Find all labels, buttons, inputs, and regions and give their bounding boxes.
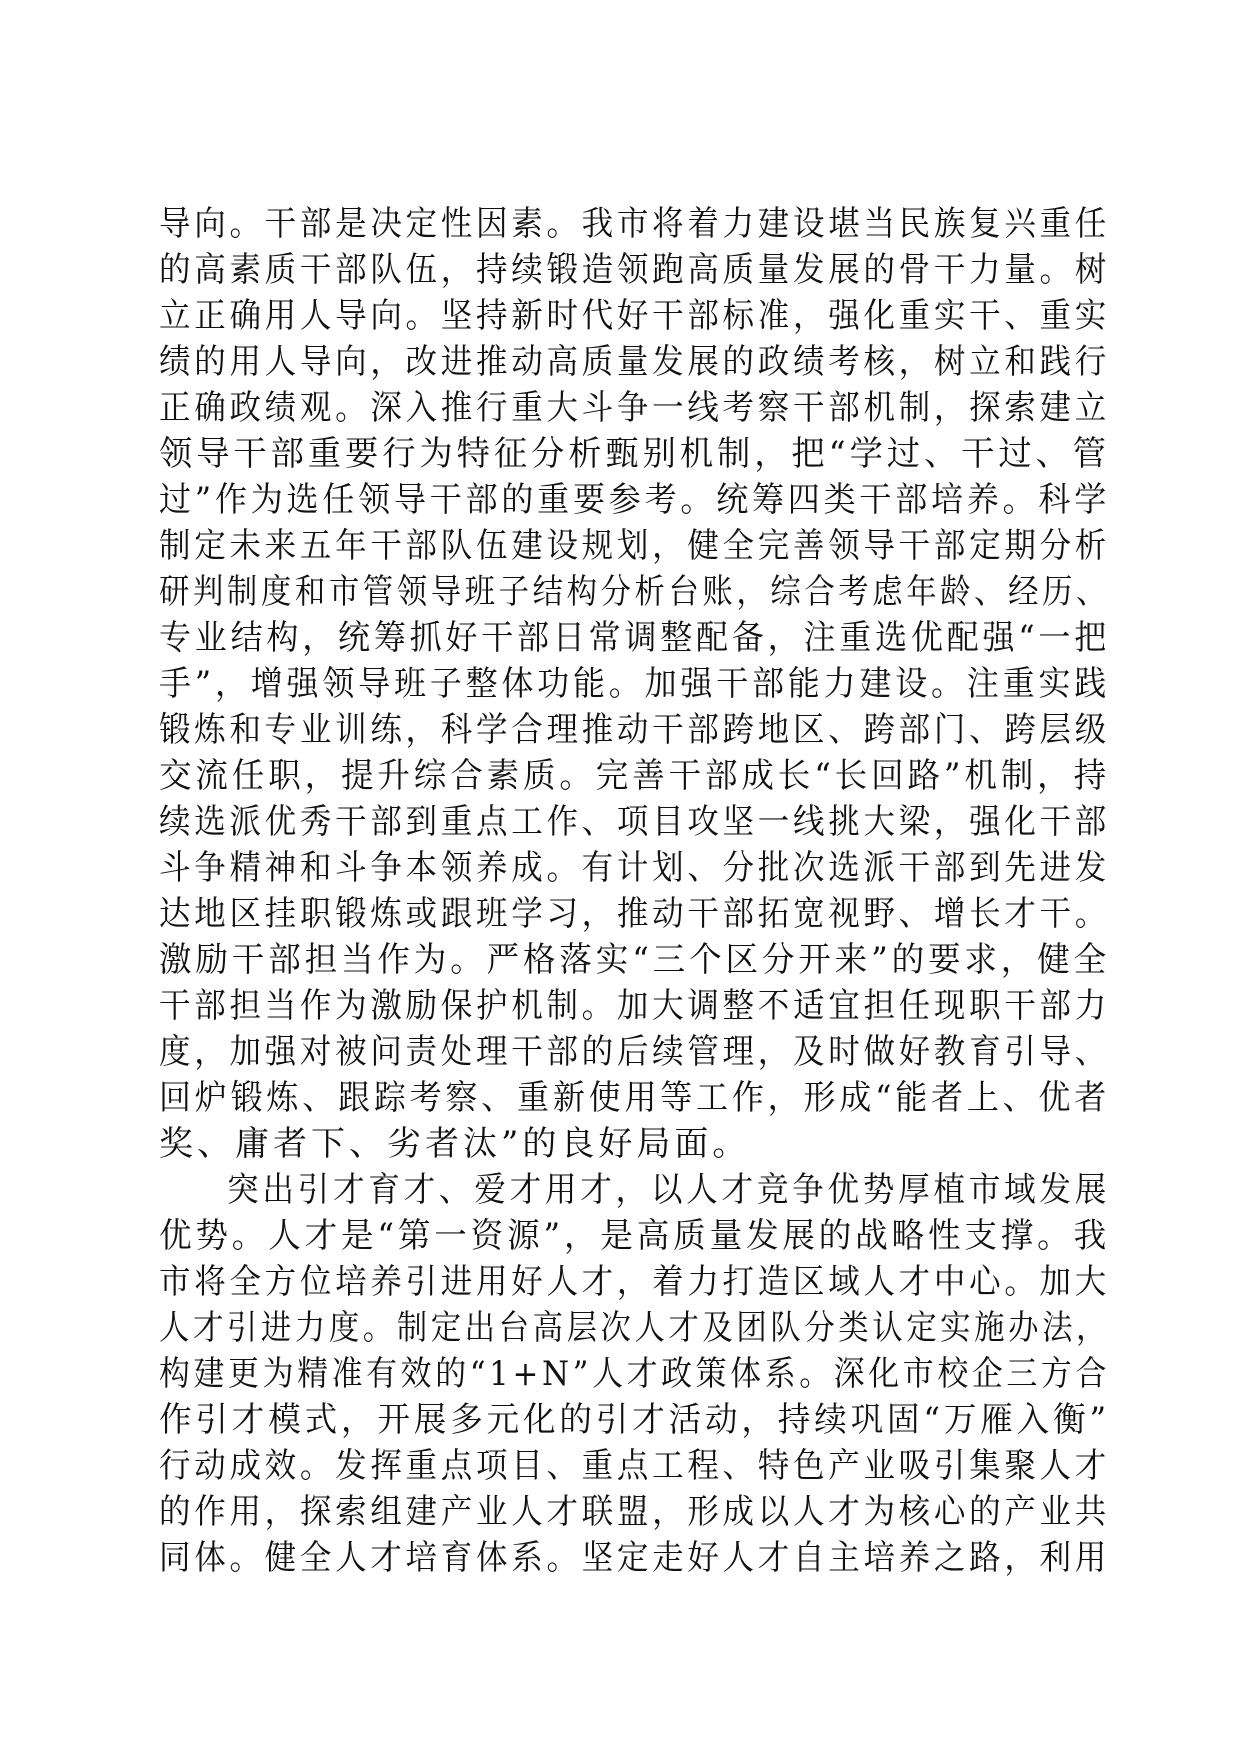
text-line: 锻炼和专业训练，科学合理推动干部跨地区、跨部门、跨层级	[159, 710, 1110, 750]
text-line: 过”作为选任领导干部的重要参考。统筹四类干部培养。科学	[159, 480, 1111, 520]
text-line: 达地区挂职锻炼或跟班学习，推动干部拓宽视野、增长才干。	[159, 894, 1110, 934]
text-line: 的高素质干部队伍，持续锻造领跑高质量发展的骨干力量。树	[159, 250, 1110, 290]
text-line: 作引才模式，开展多元化的引才活动，持续巩固“万雁入衡”	[159, 1400, 1110, 1440]
text-line: 干部担当作为激励保护机制。加大调整不适宜担任现职干部力	[159, 986, 1110, 1026]
text-line: 斗争精神和斗争本领养成。有计划、分批次选派干部到先进发	[159, 848, 1110, 888]
text-line: 回炉锻炼、跟踪考察、重新使用等工作，形成“能者上、优者	[159, 1078, 1111, 1118]
text-line: 研判制度和市管领导班子结构分析台账，综合考虑年龄、经历、	[159, 572, 1111, 612]
text-line: 激励干部担当作为。严格落实“三个区分开来”的要求，健全	[159, 940, 1110, 980]
text-line: 行动成效。发挥重点项目、重点工程、特色产业吸引集聚人才	[159, 1446, 1110, 1486]
text-line: 续选派优秀干部到重点工作、项目攻坚一线挑大梁，强化干部	[159, 802, 1110, 842]
text-line: 奖、庸者下、劣者汰”的良好局面。	[159, 1124, 751, 1164]
text-line: 构建更为精准有效的“1+N”人才政策体系。深化市校企三方合	[159, 1354, 1110, 1394]
text-line: 人才引进力度。制定出台高层次人才及团队分类认定实施办法，	[159, 1308, 1111, 1348]
text-line: 正确政绩观。深入推行重大斗争一线考察干部机制，探索建立	[159, 388, 1110, 428]
text-line: 同体。健全人才培育体系。坚定走好人才自主培养之路，利用	[159, 1538, 1110, 1578]
text-line: 制定未来五年干部队伍建设规划，健全完善领导干部定期分析	[159, 526, 1110, 566]
text-line: 市将全方位培养引进用好人才，着力打造区域人才中心。加大	[159, 1262, 1110, 1302]
text-line: 的作用，探索组建产业人才联盟，形成以人才为核心的产业共	[159, 1492, 1110, 1532]
text-line: 度，加强对被问责处理干部的后续管理，及时做好教育引导、	[159, 1032, 1110, 1072]
text-line: 导向。干部是决定性因素。我市将着力建设堪当民族复兴重任	[159, 204, 1110, 244]
text-line: 领导干部重要行为特征分析甄别机制，把“学过、干过、管	[159, 434, 1110, 474]
text-line: 专业结构，统筹抓好干部日常调整配备，注重选优配强“一把	[159, 618, 1111, 658]
text-line: 交流任职，提升综合素质。完善干部成长“长回路”机制，持	[159, 756, 1110, 796]
text-line: 优势。人才是“第一资源”，是高质量发展的战略性支撑。我	[159, 1216, 1110, 1256]
text-line: 手”，增强领导班子整体功能。加强干部能力建设。注重实践	[159, 664, 1111, 704]
text-line: 绩的用人导向，改进推动高质量发展的政绩考核，树立和践行	[159, 342, 1110, 382]
paragraph-first-line: 突出引才育才、爱才用才，以人才竞争优势厚植市域发展	[227, 1170, 1111, 1210]
text-line: 立正确用人导向。坚持新时代好干部标准，强化重实干、重实	[159, 296, 1110, 336]
